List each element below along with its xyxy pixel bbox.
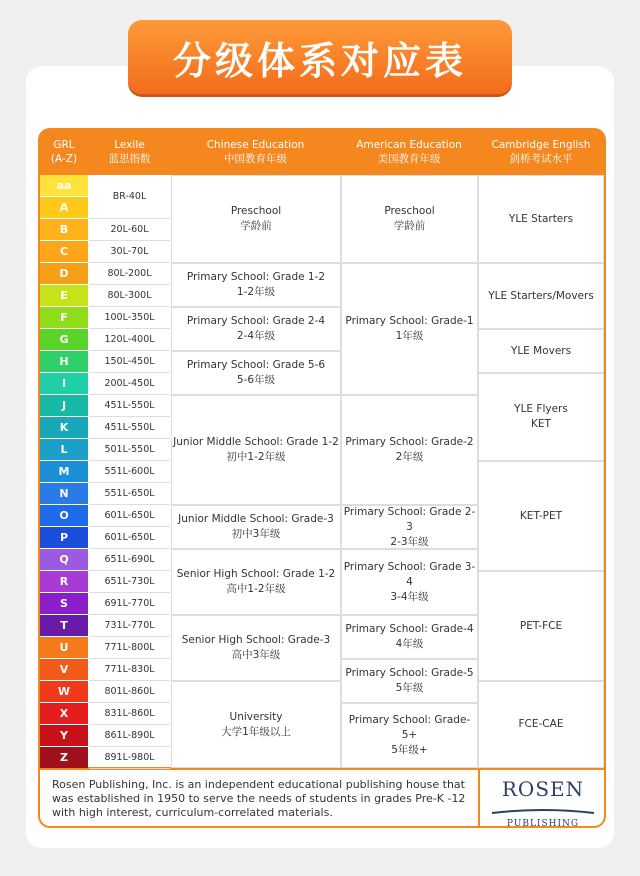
chinese-zh: 初中3年级: [231, 528, 281, 540]
lexile-value: 771L-830L: [89, 659, 170, 681]
cambridge-cell-movers: [478, 329, 604, 373]
header-cambridge-line2: 剑桥考试水平: [509, 153, 573, 165]
chinese-en: Junior Middle School: Grade 1-2: [173, 436, 339, 448]
grl-level: H: [40, 351, 88, 372]
cambridge-line2: KET: [531, 418, 551, 430]
footer-divider: [478, 770, 480, 826]
grl-level: I: [40, 373, 88, 394]
chinese-cell-primary-1-2: [171, 263, 341, 307]
lexile-value: 451L-550L: [89, 395, 170, 417]
lexile-value: 551L-600L: [89, 461, 170, 483]
grl-level: E: [40, 285, 88, 306]
american-en: Primary School: Grade 2-3: [343, 505, 476, 533]
chinese-en: Primary School: Grade 5-6: [186, 359, 326, 371]
logo-swoosh-icon: [488, 809, 598, 815]
grl-level: C: [40, 241, 88, 262]
american-en: Primary School: Grade-2: [345, 436, 474, 448]
lexile-value: 451L-550L: [89, 417, 170, 439]
cambridge-cell-starters-movers: [478, 263, 604, 329]
cambridge-line1: YLE Starters/Movers: [488, 289, 594, 302]
grl-level: M: [40, 461, 88, 482]
footer: [40, 770, 604, 829]
lexile-value: 601L-650L: [89, 505, 170, 527]
header-chinese-line2: 中国教育年级: [224, 153, 287, 165]
american-zh: 学龄前: [393, 220, 426, 232]
grl-level: U: [40, 637, 88, 658]
american-en: Preschool: [384, 205, 435, 217]
cambridge-line1: FCE-CAE: [518, 718, 564, 730]
cambridge-cell-flyers-ket: [478, 373, 604, 461]
chinese-zh: 高中3年级: [231, 649, 281, 661]
chinese-zh: 高中1-2年级: [226, 583, 286, 595]
lexile-value: 691L-770L: [89, 593, 170, 615]
grl-level: P: [40, 527, 88, 548]
lexile-value: 120L-400L: [89, 329, 170, 351]
logo-subtitle: PUBLISHING: [506, 819, 580, 829]
footer-text: Rosen Publishing, Inc. is an independent educational publishing house that was established in 1950 to serve the needs of students in grades Pre-K -12 with high interest, curriculum-correlated materials.: [52, 778, 466, 819]
chinese-zh: 学龄前: [240, 220, 272, 232]
lexile-value: 200L-450L: [89, 373, 170, 395]
lexile-value: 20L-60L: [89, 219, 170, 241]
header-grl: [40, 130, 88, 174]
grl-level: T: [40, 615, 88, 636]
cambridge-cell-starters: [478, 175, 604, 263]
american-cell-grade-5: [341, 659, 478, 703]
chinese-cell-preschool: [171, 175, 341, 263]
cambridge-cell-pet-fce: [478, 571, 604, 681]
header-lexile: [89, 130, 170, 174]
american-zh: 4年级: [395, 638, 424, 650]
header-cambridge: [478, 130, 604, 174]
american-cell-preschool: [341, 175, 478, 263]
chinese-cell-junior-1-2: [171, 395, 341, 505]
lexile-value: 771L-800L: [89, 637, 170, 659]
chinese-cell-senior-3: [171, 615, 341, 681]
chinese-en: Preschool: [230, 205, 282, 217]
american-cell-grade-2: [341, 395, 478, 505]
lexile-value: 731L-770L: [89, 615, 170, 637]
chinese-cell-primary-2-4: [171, 307, 341, 351]
header-chinese-line1: Chinese Education: [206, 139, 305, 151]
chinese-en: Senior High School: Grade 1-2: [176, 568, 336, 580]
cambridge-line1: PET-FCE: [519, 619, 563, 632]
lexile-value: 861L-890L: [89, 725, 170, 747]
grl-level: B: [40, 219, 88, 240]
cambridge-cell-fce-cae: [478, 681, 604, 768]
lexile-value: 801L-860L: [89, 681, 170, 703]
header-american-line2: 美国教育年级: [377, 153, 441, 165]
american-en: Primary School: Grade-5: [345, 667, 474, 679]
grl-level: G: [40, 329, 88, 350]
lexile-value: 891L-980L: [89, 747, 170, 769]
grl-level: Q: [40, 549, 88, 570]
grl-level: K: [40, 417, 88, 438]
chinese-en: University: [229, 710, 283, 723]
chinese-zh: 5-6年级: [236, 374, 276, 386]
page-title: 分级体系对应表: [128, 20, 512, 94]
chinese-zh: 2-4年级: [236, 330, 276, 342]
grl-level: S: [40, 593, 88, 614]
chinese-en: Primary School: Grade 1-2: [186, 271, 326, 283]
lexile-value: 651L-690L: [89, 549, 170, 571]
header-lexile-line2: 蓝思指数: [108, 153, 151, 165]
header-american: [341, 130, 477, 174]
lexile-value: 831L-860L: [89, 703, 170, 725]
american-cell-grade-1: [341, 263, 478, 395]
american-en: Primary School: Grade-5+: [348, 714, 471, 741]
grl-level: O: [40, 505, 88, 526]
lexile-value: 30L-70L: [89, 241, 170, 263]
american-en: Primary School: Grade 3-4: [343, 560, 476, 588]
grl-level: N: [40, 483, 88, 504]
american-zh: 5年级+: [391, 744, 428, 756]
lexile-value: 501L-550L: [89, 439, 170, 461]
american-zh: 3-4年级: [390, 590, 429, 603]
lexile-value: 651L-730L: [89, 571, 170, 593]
chinese-en: Primary School: Grade 2-4: [186, 315, 326, 327]
chinese-zh: 大学1年级以上: [221, 725, 291, 738]
header-lexile-line1: Lexile: [114, 139, 145, 151]
lexile-value: 601L-650L: [89, 527, 170, 549]
header-grl-line1: GRL: [53, 139, 75, 151]
grl-level: J: [40, 395, 88, 416]
chinese-zh: 1-2年级: [236, 286, 276, 298]
header-cambridge-line1: Cambridge English: [491, 139, 591, 151]
cambridge-cell-ket-pet: [478, 461, 604, 571]
cambridge-line1: KET-PET: [519, 509, 563, 522]
lexile-value: 100L-350L: [89, 307, 170, 329]
header-chinese: [171, 130, 340, 174]
grl-level: aa: [40, 175, 88, 196]
logo-wordmark: ROSEN: [501, 777, 585, 801]
chinese-en: Junior Middle School: Grade-3: [178, 513, 334, 525]
grl-level: D: [40, 263, 88, 284]
chinese-zh: 初中1-2年级: [226, 451, 286, 463]
american-zh: 1年级: [395, 330, 424, 342]
header-american-line1: American Education: [356, 139, 462, 151]
grl-level: V: [40, 659, 88, 680]
american-en: Primary School: Grade-1: [345, 315, 474, 327]
chinese-cell-senior-1-2: [171, 549, 341, 615]
grl-level: W: [40, 681, 88, 702]
cambridge-line1: YLE Flyers: [514, 403, 568, 415]
grl-level: A: [40, 197, 88, 218]
cambridge-line1: YLE Movers: [510, 344, 572, 357]
lexile-value: 80L-300L: [89, 285, 170, 307]
american-zh: 5年级: [395, 682, 424, 694]
grl-level: L: [40, 439, 88, 460]
american-cell-grade-5-plus: [341, 703, 478, 768]
grl-level: Y: [40, 725, 88, 746]
lexile-value: 551L-650L: [89, 483, 170, 505]
lexile-value: 150L-450L: [89, 351, 170, 373]
cambridge-line1: YLE Starters: [508, 212, 574, 225]
american-en: Primary School: Grade-4: [345, 623, 474, 635]
chinese-cell-university: [171, 681, 341, 768]
american-cell-grade-3-4: [341, 549, 478, 615]
chinese-cell-junior-3: [171, 505, 341, 549]
grl-level: Z: [40, 747, 88, 768]
lexile-value: BR-40L: [89, 175, 170, 219]
american-cell-grade-2-3: [341, 505, 478, 549]
chinese-en: Senior High School: Grade-3: [181, 634, 331, 646]
lexile-value: 80L-200L: [89, 263, 170, 285]
american-cell-grade-4: [341, 615, 478, 659]
american-zh: 2年级: [395, 451, 424, 463]
grl-level: X: [40, 703, 88, 724]
rosen-logo: [488, 777, 598, 829]
american-zh: 2-3年级: [390, 535, 429, 548]
grl-level: F: [40, 307, 88, 328]
chinese-cell-primary-5-6: [171, 351, 341, 395]
grl-level: R: [40, 571, 88, 592]
header-grl-line2: (A-Z): [50, 153, 78, 165]
